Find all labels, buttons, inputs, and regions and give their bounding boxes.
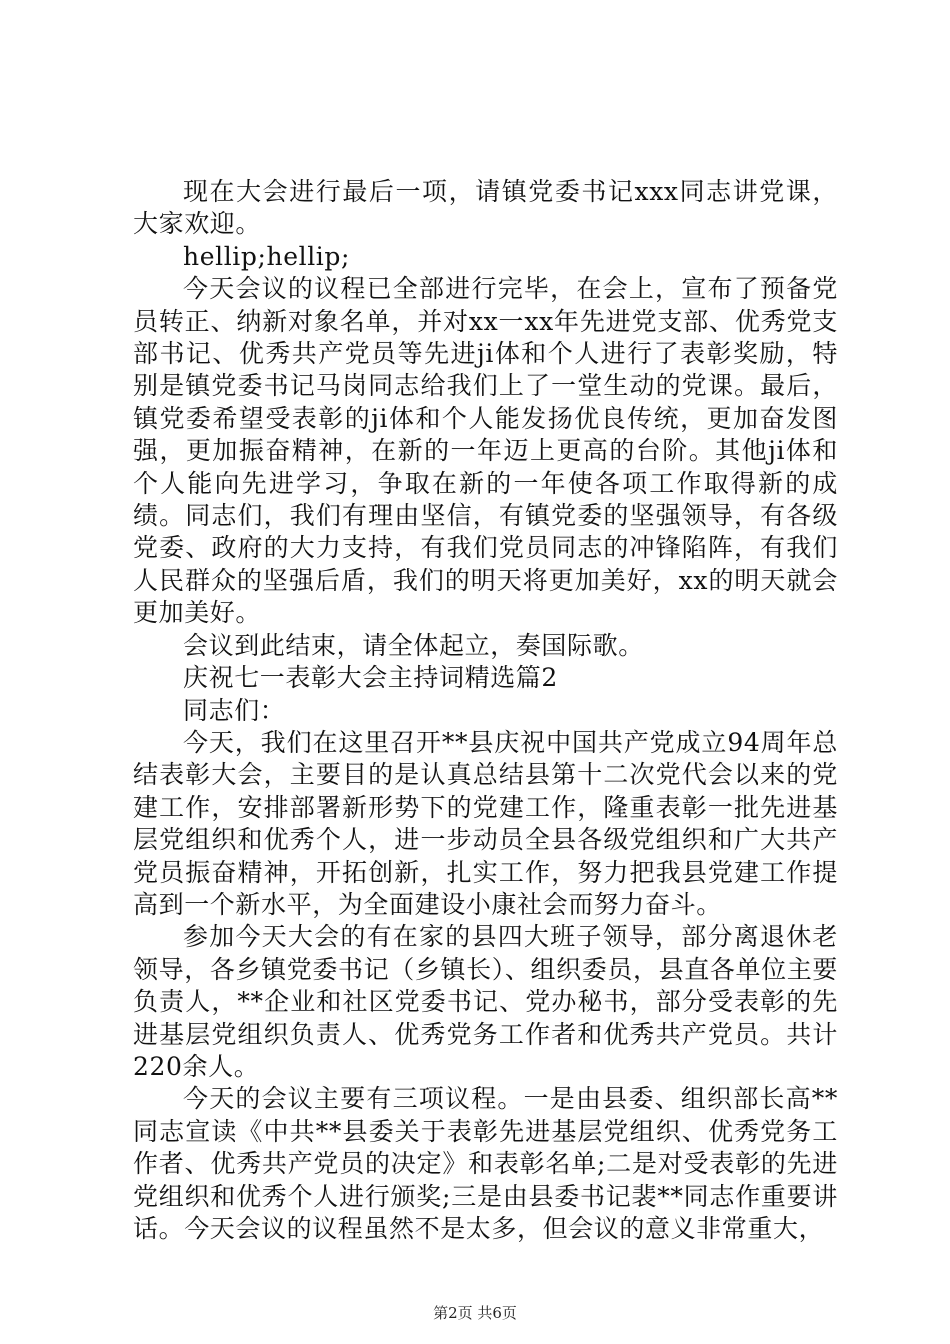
section-heading: 庆祝七一表彰大会主持词精选篇2 xyxy=(183,663,558,693)
paragraph-agenda-items: 今天的会议主要有三项议程。一是由县委、组织部长高**同志宣读《中共**县委关于表彰先进基层党组织、优秀党务工作者、优秀共产党员的决定》和表彰名单;二是对受表彰的先进党组织和优秀个人进行颁奖;三是由县委书记裴**同志作重要讲话。今天会议的议程虽然不是太多，但会议的意义非常重大， xyxy=(133,1084,838,1243)
page-number-footer: 第2页 共6页 xyxy=(433,1304,517,1322)
paragraph-agenda-summary: 今天会议的议程已全部进行完毕，在会上，宣布了预备党员转正、纳新对象名单，并对xx一xx年先进党支部、优秀党支部书记、优秀共产党员等先进ji体和个人进行了表彰奖励，特别是镇党委书记马岗同志给我们上了一堂生动的党课。最后，镇党委希望受表彰的ji体和个人能发扬优良传统，更加奋发图强，更加振奋精神，在新的一年迈上更高的台阶。其他ji体和个人能向先进学习，争取在新的一年使各项工作取得新的成绩。同志们，我们有理由坚信，有镇党委的坚强领导，有各级党委、政府的大力支持，有我们党员同志的冲锋陷阵，有我们人民群众的坚强后盾，我们的明天将更加美好，xx的明天就会更加美好。 xyxy=(133,274,838,628)
paragraph-meeting-purpose: 今天，我们在这里召开**县庆祝中国共产党成立94周年总结表彰大会，主要目的是认真总结县第十二次党代会以来的党建工作，安排部署新形势下的党建工作，隆重表彰一批先进基层党组织和优秀个人，进一步动员全县各级党组织和广大共产党员振奋精神，开拓创新，扎实工作，努力把我县党建工作提高到一个新水平，为全面建设小康社会而努力奋斗。 xyxy=(133,727,838,919)
paragraph-ellipsis: hellip;hellip; xyxy=(183,241,351,271)
paragraph-closing: 会议到此结束，请全体起立，奏国际歌。 xyxy=(183,630,644,660)
paragraph-attendees: 参加今天大会的有在家的县四大班子领导，部分离退休老领导，各乡镇党委书记（乡镇长）、组织委员，县直各单位主要负责人，**企业和社区党委书记、党办秘书，部分受表彰的先进基层党组织负责人、优秀党务工作者和优秀共产党员。共计220余人。 xyxy=(133,922,838,1081)
body-text xyxy=(133,176,838,1245)
paragraph-salutation: 同志们： xyxy=(183,695,286,725)
paragraph-lecture-announcement: 现在大会进行最后一项，请镇党委书记xxx同志讲党课，大家欢迎。 xyxy=(133,177,838,239)
